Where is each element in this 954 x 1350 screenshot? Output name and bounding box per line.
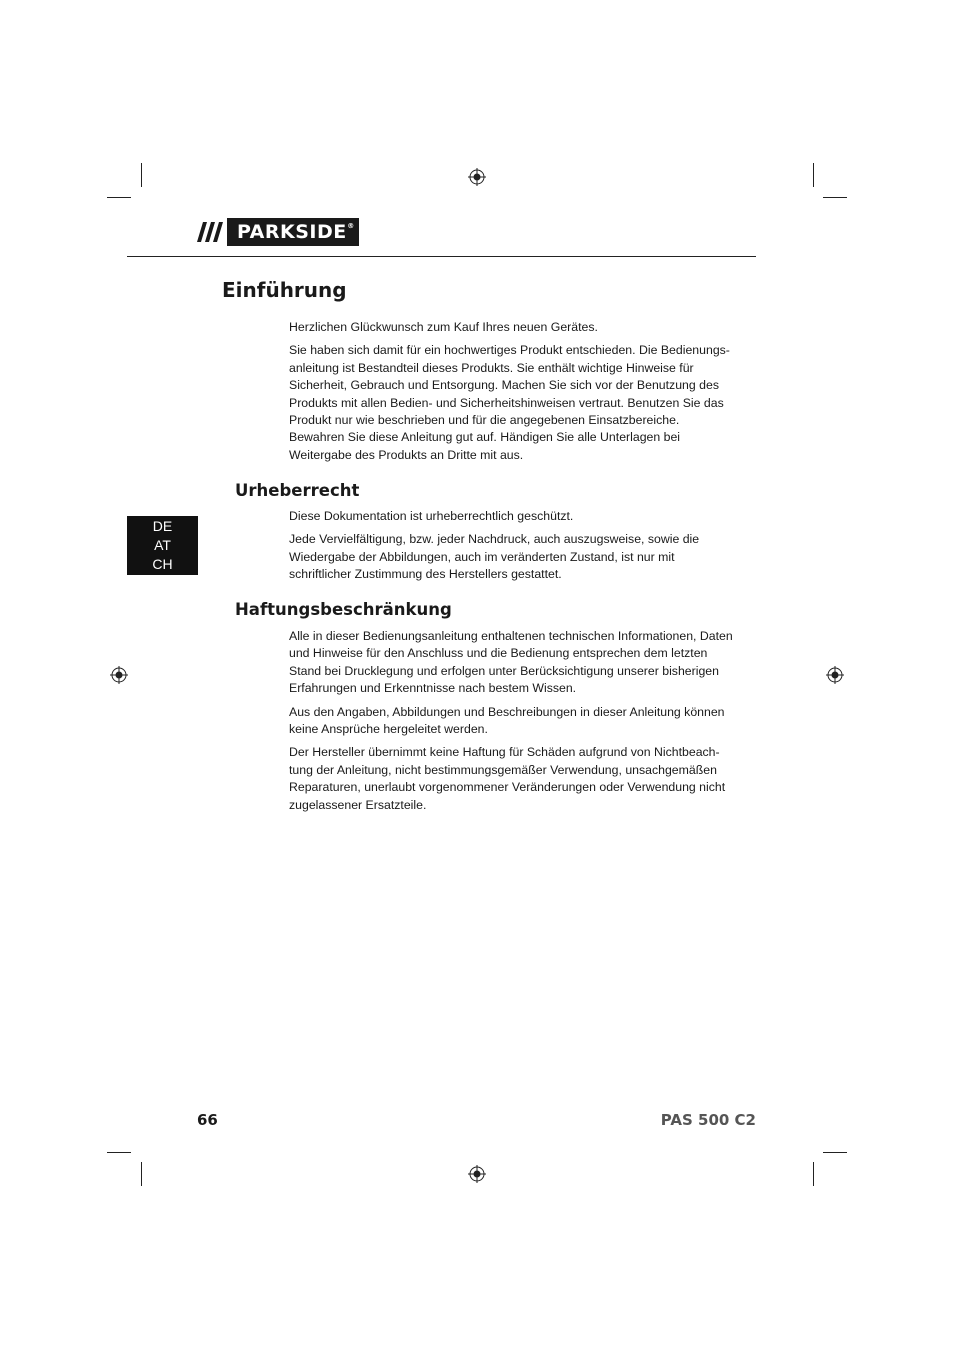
crop-mark <box>141 1162 142 1186</box>
paragraph: Aus den Angaben, Abbildungen und Beschreibungen in dieser Anleitung können keine Ansprüche hergeleitet werden. <box>289 704 725 737</box>
registration-mark-icon <box>110 666 128 684</box>
registration-mark-icon <box>826 666 844 684</box>
registration-mark-icon <box>468 1165 486 1183</box>
header-rule <box>127 256 756 257</box>
paragraph: Der Hersteller übernimmt keine Haftung für Schäden aufgrund von Nichtbeach-tung der Anleitung, nicht bestimmungsgemäßer Verwendung, unsachgemäßen Reparaturen, unerlaubt vorgenommener Veränderungen oder Verwendung nicht zugelassener Ersatzteile. <box>289 745 726 812</box>
brand-name: PARKSIDE <box>237 221 347 243</box>
crop-mark <box>823 1152 847 1153</box>
crop-mark <box>141 163 142 187</box>
section-title-liability: Haftungsbeschränkung <box>235 600 452 619</box>
registration-mark-icon <box>468 168 486 186</box>
liability-body <box>289 628 739 820</box>
page-number: 66 <box>197 1111 218 1129</box>
language-code: DE <box>152 518 173 534</box>
paragraph: Diese Dokumentation ist urheberrechtlich geschützt. <box>289 509 574 523</box>
section-title-copyright: Urheberrecht <box>235 481 360 500</box>
model-name: PAS 500 C2 <box>660 1111 756 1129</box>
language-code: CH <box>152 556 173 572</box>
copyright-body <box>289 508 739 590</box>
language-code: AT <box>154 537 171 553</box>
crop-mark <box>107 197 131 198</box>
logo-slashes-icon <box>197 218 227 246</box>
language-tab <box>127 516 198 575</box>
crop-mark <box>813 163 814 187</box>
brand-wordmark <box>227 218 359 246</box>
intro-body <box>289 319 739 470</box>
crop-mark <box>813 1162 814 1186</box>
brand-logo <box>197 218 359 246</box>
crop-mark <box>107 1152 131 1153</box>
paragraph: Alle in dieser Bedienungsanleitung enthaltenen technischen Informationen, Daten und Hinweise für den Anschluss und die Bedienung entsprechen dem letzten Stand bei Drucklegung und erfolgen unter Berücksichtigung unserer bisherigen Erfahrungen und Erkenntnisse nach bestem Wissen. <box>289 629 733 696</box>
section-title-intro: Einführung <box>222 278 347 302</box>
paragraph: Jede Vervielfältigung, bzw. jeder Nachdruck, auch auszugsweise, sowie die Wiedergabe der Abbildungen, auch im veränderten Zustand, ist nur mit schriftlicher Zustimmung des Herstellers gestattet. <box>289 532 700 582</box>
registered-trademark-icon: ® <box>347 222 355 230</box>
paragraph: Sie haben sich damit für ein hochwertiges Produkt entschieden. Die Bedienungs-anleitung ist Bestandteil dieses Produkts. Sie enthält wichtige Hinweise für Sicherheit, Gebrauch und Entsorgung. Machen Sie sich vor der Benutzung des Produkts mit allen Bedien- und Sicherheitshinweisen vertraut. Benutzen Sie das Produkt nur wie beschrieben und für die angegebenen Einsatzbereiche. Bewahren Sie diese Anleitung gut auf. Händigen Sie alle Unterlagen bei Weitergabe des Produkts an Dritte mit aus. <box>289 343 730 462</box>
crop-mark <box>823 197 847 198</box>
paragraph: Herzlichen Glückwunsch zum Kauf Ihres neuen Gerätes. <box>289 320 598 334</box>
